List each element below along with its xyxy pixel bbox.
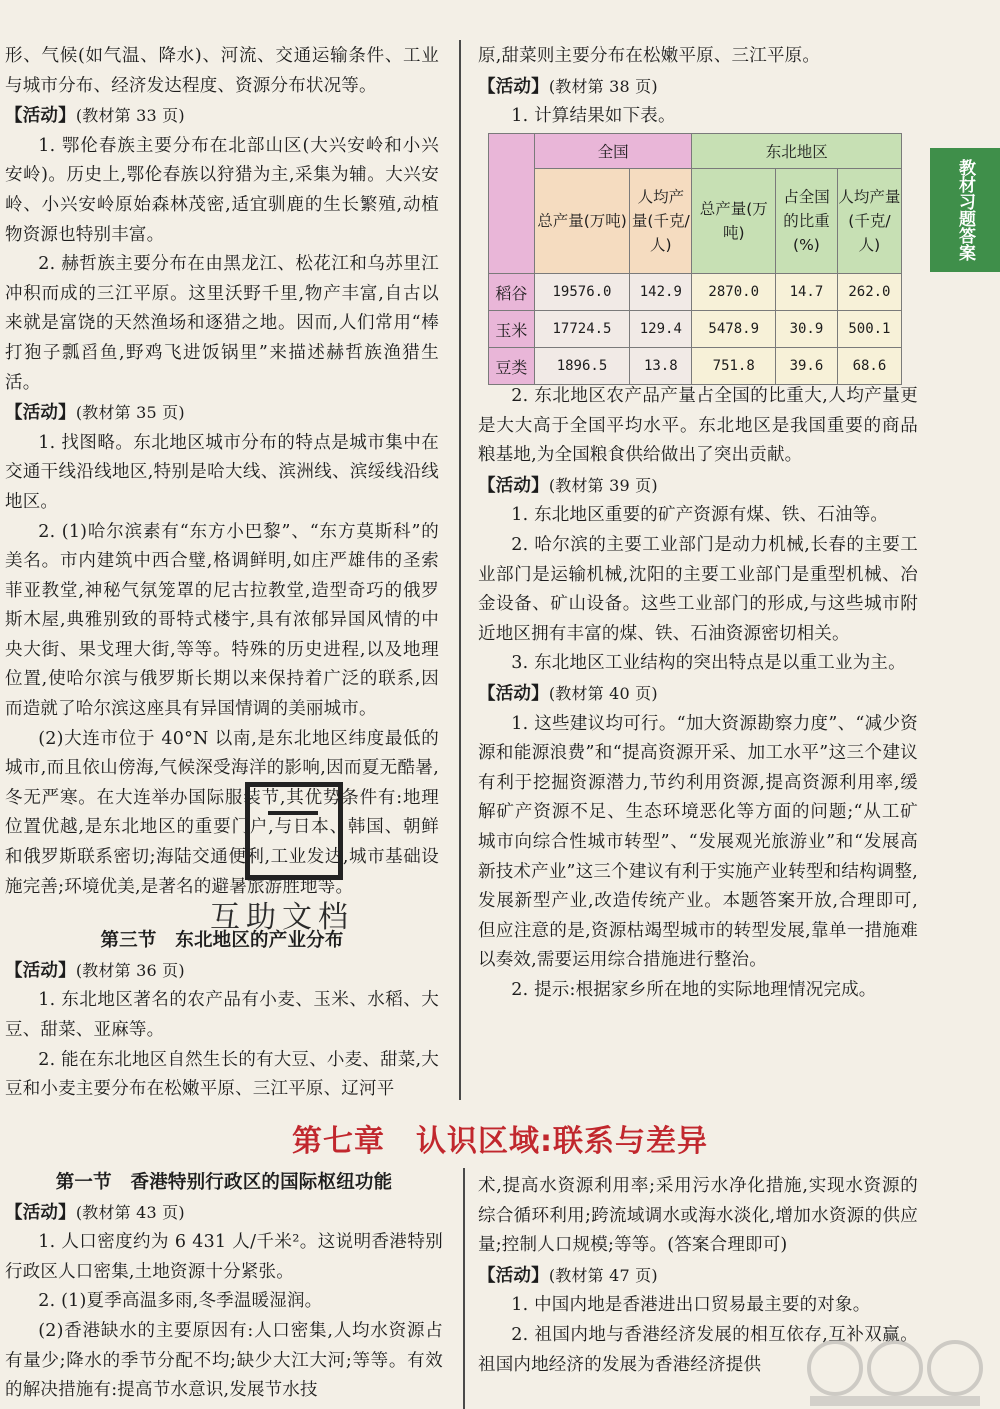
- table-row-label: 稻谷: [489, 274, 535, 311]
- activity-43-item-1: 1. 人口密度约为 6 431 人/千米²。这说明香港特别行政区人口密集,土地资源十分紧张。: [5, 1232, 443, 1282]
- activity-heading-40: 【活动】(教材第 40 页): [478, 683, 658, 704]
- activity-35-item-2b: (2)大连市位于 40°N 以南,是东北地区纬度最低的城市,而且依山傍海,气候深受海洋的影响,因而夏无酷暑,冬无严寒。在大连举办国际服装节,其优势条件有:地理位置优越,是东北地区的重要门户,与日本、韩国、朝鲜和俄罗斯联系密切;海陆交通便利,工业发达,城市基础设施完善;环境优美,是著名的避暑旅游胜地等。: [5, 728, 439, 897]
- chapter-title: 第七章 认识区域:联系与差异: [292, 1124, 708, 1159]
- table-cell: 39.6: [776, 348, 838, 385]
- activity-40-item-1: 1. 这些建议均可行。“加大资源勘察力度”、“减少资源和能源浪费”和“提高资源开采、加工水平”这三个建议有利于挖掘资源潜力,节约利用资源,提高资源利用率,缓解矿产资源不足、生态环境恶化等方面的问题;“从工矿城市向综合性城市转型”、“发展观光旅游业”和“发展高新技术产业”这三个建议有利于实施产业转型和结构调整,发展新型产业,改造传统产业。本题答案开放,合理即可,但应注意的是,资源枯竭型城市的转型发展,靠单一措施难以奏效,需要运用综合措施进行整治。: [478, 713, 918, 971]
- activity-33-item-2: 2. 赫哲族主要分布在由黑龙江、松花江和乌苏里江冲积而成的三江平原。这里沃野千里,物产丰富,自古以来就是富饶的天然渔场和逐猎之地。因而,人们常用“棒打狍子瓢舀鱼,野鸡飞进饭锅里”来描述赫哲族渔猎生活。: [5, 254, 439, 393]
- bottom-right-paragraph-0: 术,提高水资源利用率;采用污水净化措施,实现水资源的综合循环利用;跨流域调水或海水淡化,增加水资源的供应量;控制人口规模;等等。(答案合理即可): [478, 1176, 918, 1256]
- column-divider-bottom: [463, 1168, 465, 1409]
- activity-heading-47: 【活动】(教材第 47 页): [478, 1265, 658, 1286]
- bottom-left-column: [5, 1168, 443, 1406]
- table-cell: 262.0: [837, 274, 901, 311]
- table-cell: 5478.9: [692, 311, 776, 348]
- table-header-share: 占全国的比重(%): [776, 169, 838, 274]
- table-cell: 751.8: [692, 348, 776, 385]
- activity-38-item-1: 1. 计算结果如下表。: [511, 106, 676, 127]
- table-header-total: 总产量(万吨): [534, 169, 629, 274]
- activity-39-item-3: 3. 东北地区工业结构的突出特点是以重工业为主。: [511, 653, 906, 674]
- table-cell: 500.1: [837, 311, 901, 348]
- table-cell: 2870.0: [692, 274, 776, 311]
- left-paragraph-0: 形、气候(如气温、降水)、河流、交通运输条件、工业与城市分布、经济发达程度、资源分布状况等。: [5, 46, 439, 96]
- table-row-label: 豆类: [489, 348, 535, 385]
- watermark-logo-icon: [245, 782, 343, 880]
- activity-43-item-2: 2. (1)夏季高温多雨,冬季温暖湿润。: [38, 1291, 323, 1312]
- activity-35-item-1: 1. 找图略。东北地区城市分布的特点是城市集中在交通干线沿线地区,特别是哈大线、滨洲线、滨绥线沿线地区。: [5, 432, 439, 512]
- activity-33-item-1: 1. 鄂伦春族主要分布在北部山区(大兴安岭和小兴安岭)。历史上,鄂伦春族以狩猎为主,采集为辅。大兴安岭、小兴安岭原始森林茂密,适宜驯鹿的生长繁殖,动植物资源也特别丰富。: [5, 135, 439, 245]
- agriculture-table: [488, 133, 902, 385]
- right-paragraph-0: 原,甜菜则主要分布在松嫩平原、三江平原。: [478, 46, 821, 66]
- table-cell: 30.9: [776, 311, 838, 348]
- activity-40-item-2: 2. 提示:根据家乡所在地的实际地理情况完成。: [511, 979, 877, 1000]
- table-group-national: 全国: [534, 134, 692, 169]
- activity-35-item-2: 2. (1)哈尔滨素有“东方小巴黎”、“东方莫斯科”的美名。市内建筑中西合璧,格调鲜明,如庄严雄伟的圣索菲亚教堂,神秘气氛笼罩的尼古拉教堂,造型奇巧的俄罗斯木屋,典雅别致的哥特式楼宇,具有浓郁异国风情的中央大街、果戈理大街,等等。特殊的历史进程,以及地理位置,使哈尔滨与俄罗斯长期以来保持着广泛的联系,因而造就了哈尔滨这座具有异国情调的美丽城市。: [5, 521, 439, 720]
- table-header-ne-percap: 人均产量(千克/人): [837, 169, 901, 274]
- activity-heading-35: 【活动】(教材第 35 页): [5, 403, 185, 424]
- right-column-bottom: [478, 382, 918, 1005]
- left-column: [5, 42, 439, 1105]
- table-cell: 19576.0: [534, 274, 629, 311]
- table-corner: [489, 134, 535, 274]
- activity-39-item-1: 1. 东北地区重要的矿产资源有煤、铁、石油等。: [511, 505, 889, 526]
- table-header-ne-total: 总产量(万吨): [692, 169, 776, 274]
- table-row: [489, 348, 902, 385]
- table-row-label: 玉米: [489, 311, 535, 348]
- column-divider-top: [459, 40, 461, 1100]
- table-cell: 142.9: [630, 274, 692, 311]
- activity-heading-43: 【活动】(教材第 43 页): [5, 1202, 185, 1223]
- activity-heading-33: 【活动】(教材第 33 页): [5, 106, 185, 127]
- table-row: [489, 311, 902, 348]
- right-column-top: [478, 42, 918, 132]
- activity-47-item-1: 1. 中国内地是香港进出口贸易最主要的对象。: [511, 1295, 871, 1316]
- activity-heading-36: 【活动】(教材第 36 页): [5, 960, 185, 981]
- table-group-northeast: 东北地区: [692, 134, 902, 169]
- table-cell: 14.7: [776, 274, 838, 311]
- table-cell: 17724.5: [534, 311, 629, 348]
- section-title-1: 第一节 香港特别行政区的国际枢纽功能: [55, 1172, 393, 1193]
- activity-38-item-2: 2. 东北地区农产品产量占全国的比重大,人均产量更是大大高于全国平均水平。东北地区是我国重要的商品粮基地,为全国粮食供给做出了突出贡献。: [478, 386, 918, 466]
- side-tab-answers: 教材习题答案: [930, 148, 1000, 272]
- section-title-3: 第三节 东北地区的产业分布: [100, 930, 344, 952]
- activity-43-item-2b: (2)香港缺水的主要原因有:人口密集,人均水资源占有量少;降水的季节分配不均;缺少大江大河;等等。有效的解决措施有:提高节水意识,发展节水技: [5, 1320, 443, 1401]
- activity-36-item-1: 1. 东北地区著名的农产品有小麦、玉米、水稻、大豆、甜菜、亚麻等。: [5, 990, 439, 1040]
- activity-39-item-2: 2. 哈尔滨的主要工业部门是动力机械,长春的主要工业部门是运输机械,沈阳的主要工业部门是重型机械、冶金设备、矿山设备。这些工业部门的形成,与这些城市附近地区拥有丰富的煤、铁、石油资源密切相关。: [478, 534, 918, 644]
- corner-watermark-logo-icon: [800, 1338, 990, 1408]
- table-cell: 129.4: [630, 311, 692, 348]
- watermark-text: 互助文档: [210, 900, 354, 935]
- table-row: [489, 274, 902, 311]
- table-cell: 1896.5: [534, 348, 629, 385]
- activity-36-item-2: 2. 能在东北地区自然生长的有大豆、小麦、甜菜,大豆和小麦主要分布在松嫩平原、三江平原、辽河平: [5, 1049, 439, 1100]
- activity-heading-38: 【活动】(教材第 38 页): [478, 76, 658, 97]
- table-cell: 68.6: [837, 348, 901, 385]
- activity-47-item-2: 2. 祖国内地与香港经济发展的相互依存,互补双赢。祖国内地经济的发展为香港经济提供: [478, 1324, 918, 1375]
- activity-heading-39: 【活动】(教材第 39 页): [478, 475, 658, 496]
- table-header-percap: 人均产量(千克/人): [630, 169, 692, 274]
- table-cell: 13.8: [630, 348, 692, 385]
